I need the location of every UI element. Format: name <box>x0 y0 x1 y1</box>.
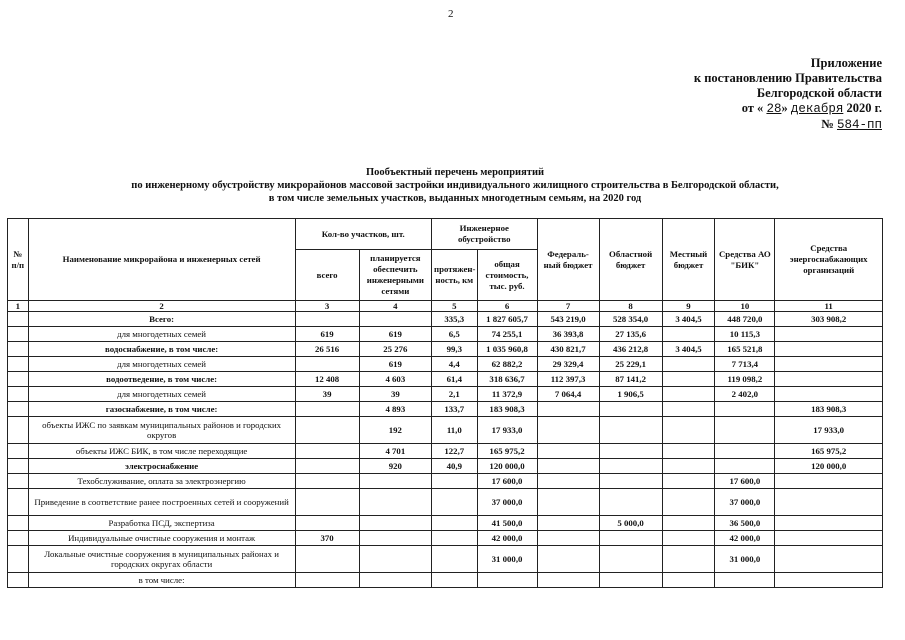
column-index: 7 <box>537 301 599 312</box>
column-index-row <box>8 301 883 312</box>
length-cell <box>432 573 478 588</box>
column-index: 2 <box>28 301 295 312</box>
header-energy: Средства энергоснабжающих организаций <box>775 219 883 301</box>
energy-cell <box>775 516 883 531</box>
column-index: 10 <box>715 301 775 312</box>
federal-cell: 430 821,7 <box>537 342 599 357</box>
plots-planned-cell: 619 <box>359 327 431 342</box>
cost-cell: 17 600,0 <box>477 474 537 489</box>
plots-planned-cell: 39 <box>359 387 431 402</box>
table-row <box>8 342 883 357</box>
table-row <box>8 546 883 573</box>
length-cell: 2,1 <box>432 387 478 402</box>
energy-cell <box>775 573 883 588</box>
date-year: 2020 г. <box>846 101 882 115</box>
local-cell <box>662 546 715 573</box>
bik-cell: 37 000,0 <box>715 489 775 516</box>
row-num-cell <box>8 417 29 444</box>
cost-cell: 74 255,1 <box>477 327 537 342</box>
regional-cell <box>599 402 662 417</box>
cost-cell: 11 372,9 <box>477 387 537 402</box>
energy-cell <box>775 387 883 402</box>
length-cell: 99,3 <box>432 342 478 357</box>
federal-cell: 7 064,4 <box>537 387 599 402</box>
plots-planned-cell <box>359 312 431 327</box>
local-cell <box>662 417 715 444</box>
length-cell <box>432 489 478 516</box>
column-index: 9 <box>662 301 715 312</box>
energy-cell <box>775 327 883 342</box>
bik-cell: 119 098,2 <box>715 372 775 387</box>
column-index: 8 <box>599 301 662 312</box>
plots-planned-cell: 4 603 <box>359 372 431 387</box>
appendix-region: Белгородской области <box>756 86 882 100</box>
regional-cell <box>599 417 662 444</box>
length-cell: 40,9 <box>432 459 478 474</box>
length-cell: 335,3 <box>432 312 478 327</box>
date-month: декабря <box>790 102 844 116</box>
federal-cell <box>537 444 599 459</box>
regional-cell: 27 135,6 <box>599 327 662 342</box>
plots-planned-cell: 920 <box>359 459 431 474</box>
energy-cell: 303 908,2 <box>775 312 883 327</box>
document-title <box>60 166 850 205</box>
table-row <box>8 387 883 402</box>
energy-cell: 165 975,2 <box>775 444 883 459</box>
federal-cell <box>537 573 599 588</box>
row-name-cell: Приведение в соответствие ранее построенных сетей и сооружений <box>28 489 295 516</box>
bik-cell: 42 000,0 <box>715 531 775 546</box>
row-name-cell: электроснабжение <box>28 459 295 474</box>
cost-cell: 1 827 605,7 <box>477 312 537 327</box>
plots-total-cell <box>295 573 359 588</box>
plots-planned-cell: 192 <box>359 417 431 444</box>
bik-cell: 10 115,3 <box>715 327 775 342</box>
header-infra-cost: общая стоимость, тыс. руб. <box>477 250 537 301</box>
row-num-cell <box>8 312 29 327</box>
cost-cell: 318 636,7 <box>477 372 537 387</box>
date-day: 28 <box>766 102 782 116</box>
appendix-number <box>672 117 882 133</box>
plots-total-cell <box>295 444 359 459</box>
local-cell <box>662 402 715 417</box>
length-cell: 4,4 <box>432 357 478 372</box>
plots-total-cell <box>295 357 359 372</box>
bik-cell <box>715 402 775 417</box>
row-num-cell <box>8 327 29 342</box>
local-cell <box>662 573 715 588</box>
plots-planned-cell <box>359 516 431 531</box>
regional-cell <box>599 573 662 588</box>
row-num-cell <box>8 489 29 516</box>
regional-cell: 528 354,0 <box>599 312 662 327</box>
energy-cell: 120 000,0 <box>775 459 883 474</box>
date-prefix: от « <box>741 101 764 115</box>
column-index: 4 <box>359 301 431 312</box>
federal-cell <box>537 489 599 516</box>
energy-cell <box>775 342 883 357</box>
row-num-cell <box>8 573 29 588</box>
row-name-cell: водоснабжение, в том числе: <box>28 342 295 357</box>
row-name-cell: Техобслуживание, оплата за электроэнергию <box>28 474 295 489</box>
length-cell <box>432 474 478 489</box>
cost-cell: 42 000,0 <box>477 531 537 546</box>
plots-planned-cell: 4 701 <box>359 444 431 459</box>
plots-total-cell <box>295 417 359 444</box>
plots-total-cell <box>295 459 359 474</box>
header-infra-group: Инженерное обустройство <box>432 219 537 250</box>
length-cell: 61,4 <box>432 372 478 387</box>
federal-cell: 36 393,8 <box>537 327 599 342</box>
row-num-cell <box>8 546 29 573</box>
appendix-title: Приложение <box>810 56 882 70</box>
bik-cell: 17 600,0 <box>715 474 775 489</box>
plots-total-cell <box>295 312 359 327</box>
table-row <box>8 516 883 531</box>
page-number: 2 <box>448 8 454 20</box>
table-row <box>8 489 883 516</box>
plots-total-cell: 619 <box>295 327 359 342</box>
header-num: № п/п <box>8 219 29 301</box>
header-plots-total: всего <box>295 250 359 301</box>
header-plots-group: Кол-во участков, шт. <box>295 219 432 250</box>
bik-cell: 2 402,0 <box>715 387 775 402</box>
federal-cell <box>537 459 599 474</box>
length-cell: 133,7 <box>432 402 478 417</box>
table-row <box>8 417 883 444</box>
date-mid: » <box>781 101 788 115</box>
length-cell: 11,0 <box>432 417 478 444</box>
length-cell <box>432 516 478 531</box>
regional-cell: 87 141,2 <box>599 372 662 387</box>
local-cell <box>662 474 715 489</box>
bik-cell: 36 500,0 <box>715 516 775 531</box>
column-index: 6 <box>477 301 537 312</box>
energy-cell <box>775 474 883 489</box>
number-value: 584-пп <box>836 118 882 132</box>
bik-cell: 448 720,0 <box>715 312 775 327</box>
row-name-cell: объекты ИЖС БИК, в том числе переходящие <box>28 444 295 459</box>
cost-cell: 1 035 960,8 <box>477 342 537 357</box>
table-row <box>8 459 883 474</box>
local-cell <box>662 372 715 387</box>
table-row <box>8 444 883 459</box>
plots-planned-cell: 619 <box>359 357 431 372</box>
cost-cell: 183 908,3 <box>477 402 537 417</box>
row-num-cell <box>8 342 29 357</box>
header-regional: Областной бюджет <box>599 219 662 301</box>
cost-cell <box>477 573 537 588</box>
row-num-cell <box>8 402 29 417</box>
table-row <box>8 531 883 546</box>
federal-cell: 29 329,4 <box>537 357 599 372</box>
energy-cell <box>775 357 883 372</box>
appendix-date <box>672 101 882 117</box>
plots-total-cell <box>295 402 359 417</box>
title-line-2: по инженерному обустройству микрорайонов массовой застройки индивидуального жилищного строительства в Белгородской области, <box>131 180 779 191</box>
row-num-cell <box>8 459 29 474</box>
regional-cell <box>599 474 662 489</box>
energy-cell <box>775 546 883 573</box>
cost-cell: 120 000,0 <box>477 459 537 474</box>
measures-table <box>7 218 883 588</box>
header-name: Наименование микрорайона и инженерных сетей <box>28 219 295 301</box>
federal-cell <box>537 474 599 489</box>
energy-cell <box>775 372 883 387</box>
row-name-cell: Локальные очистные сооружения в муниципальных районах и городских округах области <box>28 546 295 573</box>
table-row <box>8 327 883 342</box>
energy-cell <box>775 489 883 516</box>
bik-cell: 31 000,0 <box>715 546 775 573</box>
header-bik: Средства АО "БИК" <box>715 219 775 301</box>
table-row <box>8 312 883 327</box>
table-row <box>8 357 883 372</box>
row-name-cell: водоотведение, в том числе: <box>28 372 295 387</box>
local-cell <box>662 531 715 546</box>
energy-cell: 183 908,3 <box>775 402 883 417</box>
federal-cell: 112 397,3 <box>537 372 599 387</box>
table-body <box>8 312 883 588</box>
row-name-cell: газоснабжение, в том числе: <box>28 402 295 417</box>
row-num-cell <box>8 372 29 387</box>
column-index: 1 <box>8 301 29 312</box>
row-name-cell: объекты ИЖС по заявкам муниципальных районов и городских округов <box>28 417 295 444</box>
regional-cell: 5 000,0 <box>599 516 662 531</box>
column-index: 5 <box>432 301 478 312</box>
federal-cell <box>537 516 599 531</box>
row-num-cell <box>8 387 29 402</box>
local-cell <box>662 516 715 531</box>
number-prefix: № <box>821 117 834 131</box>
header-plots-planned: планируется обеспечить инженерными сетями <box>359 250 431 301</box>
row-name-cell: для многодетных семей <box>28 327 295 342</box>
plots-planned-cell <box>359 546 431 573</box>
federal-cell <box>537 531 599 546</box>
table-row <box>8 372 883 387</box>
regional-cell: 1 906,5 <box>599 387 662 402</box>
title-line-3: в том числе земельных участков, выданных многодетным семьям, на 2020 год <box>268 193 642 204</box>
row-name-cell: Всего: <box>28 312 295 327</box>
row-num-cell <box>8 444 29 459</box>
plots-planned-cell <box>359 474 431 489</box>
length-cell: 122,7 <box>432 444 478 459</box>
plots-total-cell: 370 <box>295 531 359 546</box>
plots-total-cell: 26 516 <box>295 342 359 357</box>
table-row <box>8 474 883 489</box>
bik-cell <box>715 417 775 444</box>
cost-cell: 41 500,0 <box>477 516 537 531</box>
row-num-cell <box>8 357 29 372</box>
federal-cell <box>537 417 599 444</box>
bik-cell <box>715 573 775 588</box>
regional-cell <box>599 546 662 573</box>
local-cell <box>662 357 715 372</box>
energy-cell: 17 933,0 <box>775 417 883 444</box>
regional-cell <box>599 489 662 516</box>
row-num-cell <box>8 474 29 489</box>
plots-total-cell <box>295 489 359 516</box>
header-federal: Федераль-ный бюджет <box>537 219 599 301</box>
regional-cell <box>599 531 662 546</box>
regional-cell <box>599 459 662 474</box>
cost-cell: 165 975,2 <box>477 444 537 459</box>
bik-cell: 165 521,8 <box>715 342 775 357</box>
plots-total-cell: 12 408 <box>295 372 359 387</box>
local-cell: 3 404,5 <box>662 312 715 327</box>
length-cell: 6,5 <box>432 327 478 342</box>
regional-cell <box>599 444 662 459</box>
appendix-block <box>672 56 882 133</box>
federal-cell <box>537 546 599 573</box>
federal-cell <box>537 402 599 417</box>
title-line-1: Пообъектный перечень мероприятий <box>365 167 545 178</box>
regional-cell: 436 212,8 <box>599 342 662 357</box>
local-cell <box>662 459 715 474</box>
local-cell <box>662 444 715 459</box>
bik-cell <box>715 444 775 459</box>
table-row <box>8 573 883 588</box>
local-cell: 3 404,5 <box>662 342 715 357</box>
row-name-cell: Разработка ПСД, экспертиза <box>28 516 295 531</box>
bik-cell <box>715 459 775 474</box>
plots-planned-cell: 25 276 <box>359 342 431 357</box>
local-cell <box>662 327 715 342</box>
column-index: 11 <box>775 301 883 312</box>
plots-planned-cell <box>359 531 431 546</box>
plots-planned-cell: 4 893 <box>359 402 431 417</box>
plots-total-cell <box>295 516 359 531</box>
plots-planned-cell <box>359 489 431 516</box>
row-num-cell <box>8 516 29 531</box>
header-local: Местный бюджет <box>662 219 715 301</box>
row-num-cell <box>8 531 29 546</box>
length-cell <box>432 546 478 573</box>
bik-cell: 7 713,4 <box>715 357 775 372</box>
energy-cell <box>775 531 883 546</box>
row-name-cell: для многодетных семей <box>28 357 295 372</box>
column-index: 3 <box>295 301 359 312</box>
cost-cell: 37 000,0 <box>477 489 537 516</box>
plots-total-cell <box>295 546 359 573</box>
table-row <box>8 402 883 417</box>
cost-cell: 17 933,0 <box>477 417 537 444</box>
regional-cell: 25 229,1 <box>599 357 662 372</box>
row-name-cell: Индивидуальные очистные сооружения и монтаж <box>28 531 295 546</box>
local-cell <box>662 489 715 516</box>
cost-cell: 62 882,2 <box>477 357 537 372</box>
appendix-decree: к постановлению Правительства <box>693 71 882 85</box>
plots-total-cell <box>295 474 359 489</box>
row-name-cell: для многодетных семей <box>28 387 295 402</box>
federal-cell: 543 219,0 <box>537 312 599 327</box>
cost-cell: 31 000,0 <box>477 546 537 573</box>
length-cell <box>432 531 478 546</box>
plots-total-cell: 39 <box>295 387 359 402</box>
plots-planned-cell <box>359 573 431 588</box>
local-cell <box>662 387 715 402</box>
row-name-cell: в том числе: <box>28 573 295 588</box>
header-infra-length: протяжен-ность, км <box>432 250 478 301</box>
